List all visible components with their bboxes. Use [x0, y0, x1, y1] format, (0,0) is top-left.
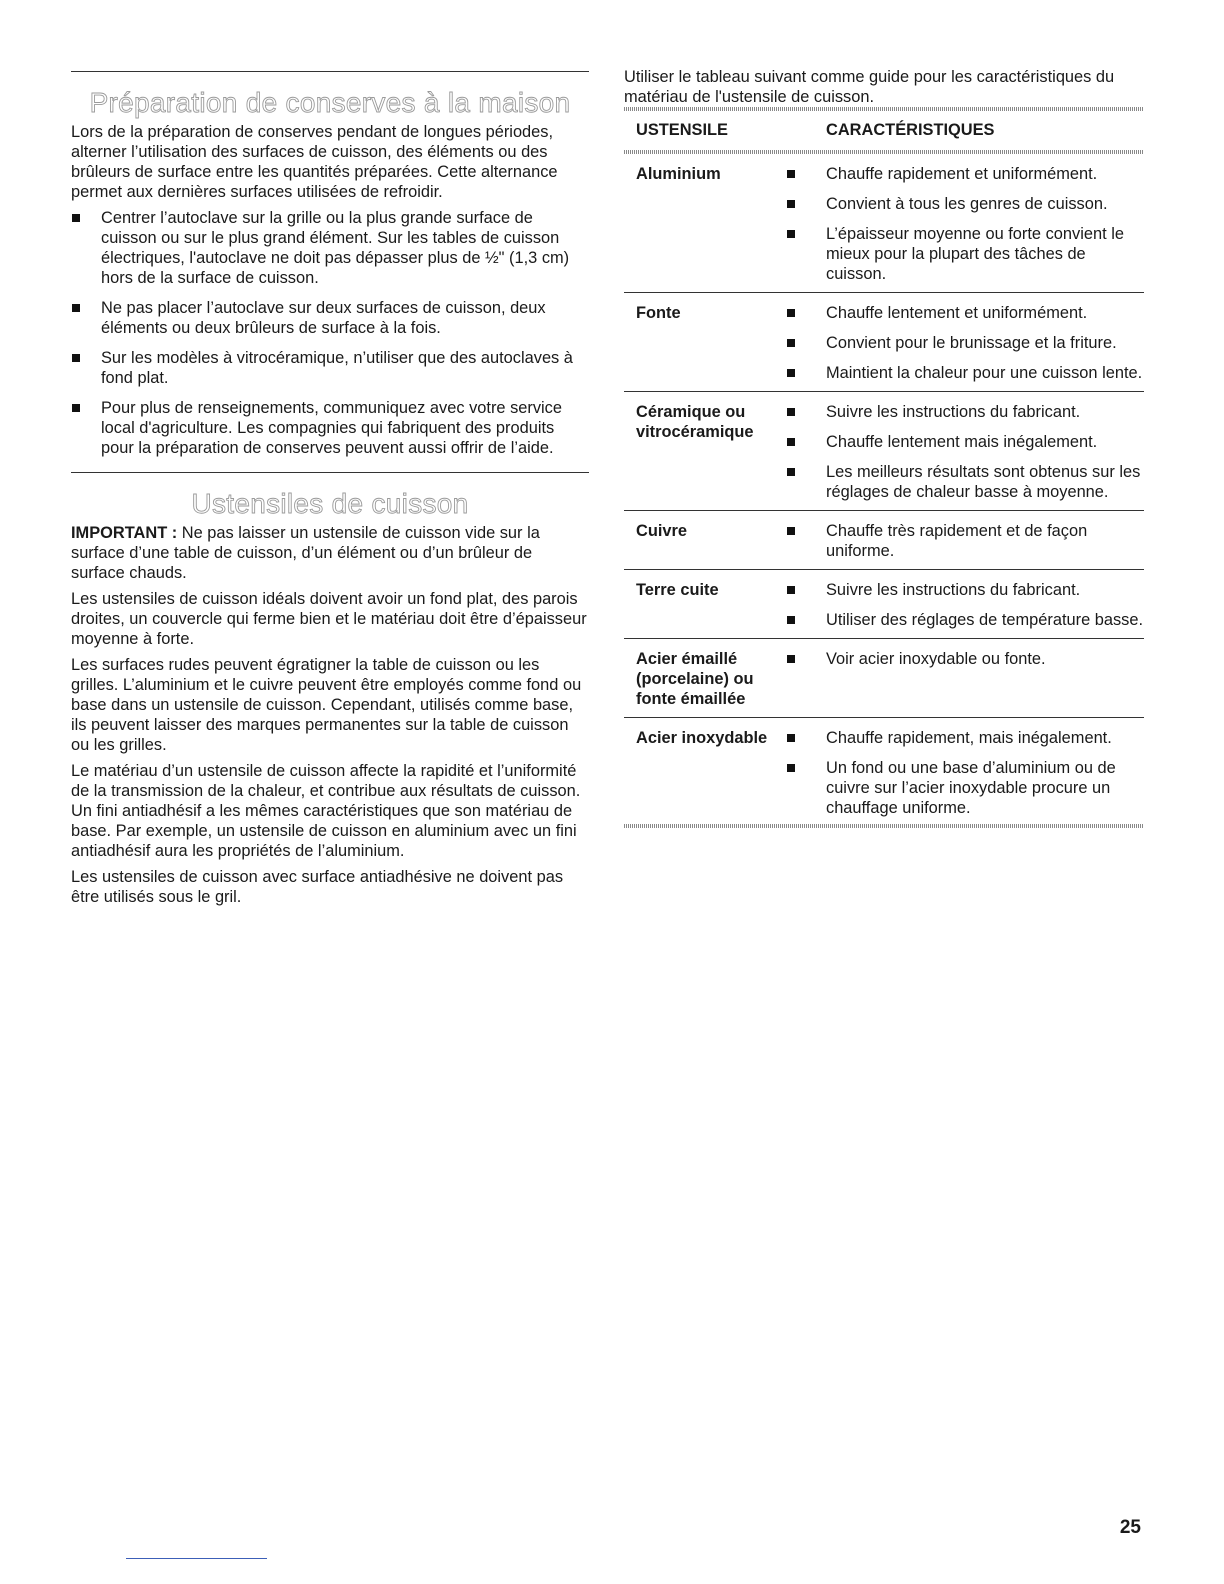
characteristic: Chauffe lentement mais inégalement.	[786, 432, 1144, 452]
table-intro: Utiliser le tableau suivant comme guide pour les caractéristiques du matériau de l'ustensile de cuisson.	[624, 68, 1115, 106]
important-label: IMPORTANT :	[71, 524, 178, 542]
top-divider	[71, 71, 589, 72]
characteristic: Suivre les instructions du fabricant.	[786, 580, 1144, 600]
left-column	[71, 71, 589, 913]
characteristic: Un fond ou une base d’aluminium ou de cuivre sur l’acier inoxydable procure un chauffage uniforme.	[786, 758, 1144, 818]
cookware-table	[624, 154, 1144, 824]
list-item: Centrer l’autoclave sur la grille ou la plus grande surface de cuisson ou sur le plus grand élément. Sur les tables de cuisson électriques, l'autoclave ne doit pas dépasser plus de ½" (1,3 cm) hors de la surface de cuisson.	[71, 208, 589, 288]
table-row	[624, 718, 1144, 824]
characteristic: Les meilleurs résultats sont obtenus sur les réglages de chaleur basse à moyenne.	[786, 462, 1144, 502]
important-note	[71, 523, 589, 583]
characteristic: Convient à tous les genres de cuisson.	[786, 194, 1144, 214]
cookware-paragraph: Les ustensiles de cuisson avec surface antiadhésive ne doivent pas être utilisés sous le gril.	[71, 868, 564, 906]
section-title-canning: Préparation de conserves à la maison	[89, 87, 571, 118]
page-number: 25	[1119, 1517, 1141, 1538]
table-row	[624, 154, 1144, 293]
header-cookware: USTENSILE	[636, 121, 728, 139]
characteristic: Maintient la chaleur pour une cuisson lente.	[786, 363, 1144, 383]
table-row	[624, 392, 1144, 511]
material-name: Acier émaillé (porcelaine) ou fonte émaillée	[636, 650, 754, 708]
table-header	[624, 111, 1144, 150]
cookware-paragraph: Les ustensiles de cuisson idéals doivent avoir un fond plat, des parois droites, un couvercle qui ferme bien et le matériau doit être d’épaisseur moyenne à forte.	[71, 590, 587, 648]
material-name: Fonte	[636, 304, 681, 322]
section-divider	[71, 472, 589, 473]
table-bottom-hatch	[624, 824, 1144, 828]
cookware-paragraph: Le matériau d’un ustensile de cuisson affecte la rapidité et l’uniformité de la transmission de la chaleur, et contribue aux résultats de cuisson. Un fini antiadhésif a les mêmes caractéristiques que son matériau de base. Par exemple, un ustensile de cuisson en aluminium avec un fini antiadhésif aura les propriétés de l’aluminium.	[71, 762, 581, 860]
characteristic: Voir acier inoxydable ou fonte.	[786, 649, 1144, 669]
characteristic: Suivre les instructions du fabricant.	[786, 402, 1144, 422]
characteristic: Utiliser des réglages de température basse.	[786, 610, 1144, 630]
list-item: Pour plus de renseignements, communiquez avec votre service local d'agriculture. Les compagnies qui fabriquent des produits pour la préparation de conserves peuvent aussi offrir de l’aide.	[71, 398, 589, 458]
right-column	[624, 67, 1144, 828]
section-title-cookware: Ustensiles de cuisson	[191, 488, 469, 519]
characteristic: Convient pour le brunissage et la friture.	[786, 333, 1144, 353]
table-row	[624, 293, 1144, 392]
cookware-paragraph: Les surfaces rudes peuvent égratigner la table de cuisson ou les grilles. L’aluminium et le cuivre peuvent être employés comme fond ou base dans un ustensile de cuisson. Cependant, utilisés comme base, ils peuvent laisser des marques permanentes sur la table de cuisson ou les grilles.	[71, 656, 582, 754]
characteristic: Chauffe lentement et uniformément.	[786, 303, 1144, 323]
canning-bullet-list	[71, 208, 589, 458]
material-name: Terre cuite	[636, 581, 719, 599]
table-row	[624, 511, 1144, 570]
list-item: Sur les modèles à vitrocéramique, n’utiliser que des autoclaves à fond plat.	[71, 348, 589, 388]
characteristic: L’épaisseur moyenne ou forte convient le mieux pour la plupart des tâches de cuisson.	[786, 224, 1144, 284]
table-row	[624, 639, 1144, 718]
footer-link-line	[126, 1558, 267, 1559]
characteristic: Chauffe très rapidement et de façon uniforme.	[786, 521, 1144, 561]
characteristic: Chauffe rapidement et uniformément.	[786, 164, 1144, 184]
header-characteristics: CARACTÉRISTIQUES	[826, 121, 995, 139]
material-name: Cuivre	[636, 522, 688, 540]
material-name: Acier inoxydable	[636, 729, 768, 747]
important-text: Ne pas laisser un ustensile de cuisson vide sur la surface d’une table de cuisson, d’un élément ou d’un brûleur de surface chauds.	[71, 524, 540, 582]
characteristic: Chauffe rapidement, mais inégalement.	[786, 728, 1144, 748]
canning-intro: Lors de la préparation de conserves pendant de longues périodes, alterner l’utilisation des surfaces de cuisson, des éléments ou des brûleurs de surface entre les quantités préparées. Cette alternance permet aux dernières surfaces utilisées de refroidir.	[71, 123, 558, 201]
table-row	[624, 570, 1144, 639]
material-name: Aluminium	[636, 165, 721, 183]
material-name: Céramique ou vitrocéramique	[636, 403, 754, 441]
list-item: Ne pas placer l’autoclave sur deux surfaces de cuisson, deux éléments ou deux brûleurs de surface à la fois.	[71, 298, 589, 338]
